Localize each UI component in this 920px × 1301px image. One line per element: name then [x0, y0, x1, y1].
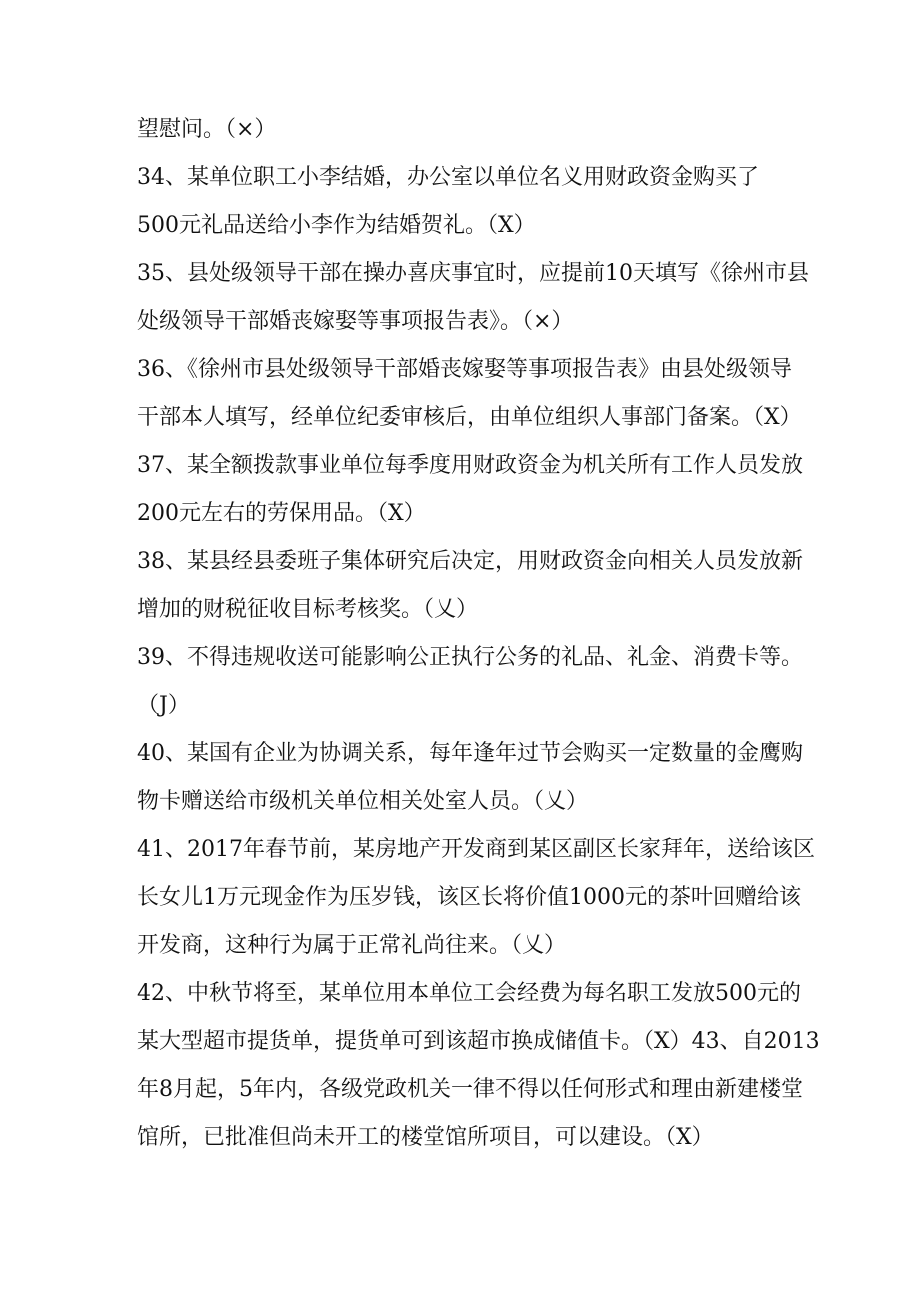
text-line: 物卡赠送给市级机关单位相关处室人员。（乂）: [137, 789, 589, 814]
text-line: 36、《徐州市县处级领导干部婚丧嫁娶等事项报告表》由县处级领导: [137, 357, 792, 382]
text-line: 39、不得违规收送可能影响公正执行公务的礼品、礼金、消费卡等。: [137, 645, 803, 670]
text-line: 41、2017年春节前，某房地产开发商到某区副区长家拜年，送给该区: [137, 837, 815, 862]
text-line: 200元左右的劳保用品。（X）: [137, 501, 426, 526]
text-line: 35、县处级领导干部在操办喜庆事宜时，应提前10天填写《徐州市县: [137, 261, 809, 286]
text-line: 馆所，已批准但尚未开工的楼堂馆所项目，可以建设。（X）: [137, 1125, 714, 1150]
text-line: 干部本人填写，经单位纪委审核后，由单位组织人事部门备案。（X）: [137, 405, 802, 430]
text-line: 34、某单位职工小李结婚，办公室以单位名义用财政资金购买了: [137, 165, 759, 190]
text-line: 长女儿1万元现金作为压岁钱，该区长将价值1000元的茶叶回赠给该: [137, 885, 801, 910]
text-line: 增加的财税征收目标考核奖。（乂）: [137, 597, 479, 622]
text-line: 望慰问。（×）: [137, 117, 277, 142]
text-line: 38、某县经县委班子集体研究后决定，用财政资金向相关人员发放新: [137, 549, 803, 574]
text-line: 年8月起，5年内，各级党政机关一律不得以任何形式和理由新建楼堂: [137, 1077, 803, 1102]
text-line: 37、某全额拨款事业单位每季度用财政资金为机关所有工作人员发放: [137, 453, 803, 478]
text-line: 处级领导干部婚丧嫁娶等事项报告表》。（×）: [137, 309, 574, 334]
text-line: 40、某国有企业为协调关系，每年逢年过节会购买一定数量的金鹰购: [137, 741, 803, 766]
text-line: 500元礼品送给小李作为结婚贺礼。（X）: [137, 213, 536, 238]
text-line: （J）: [137, 693, 190, 718]
text-line: 开发商，这种行为属于正常礼尚往来。（乂）: [137, 933, 567, 958]
text-line: 某大型超市提货单，提货单可到该超市换成储值卡。（X）43、自2013: [137, 1029, 820, 1054]
text-line: 42、中秋节将至，某单位用本单位工会经费为每名职工发放500元的: [137, 981, 801, 1006]
